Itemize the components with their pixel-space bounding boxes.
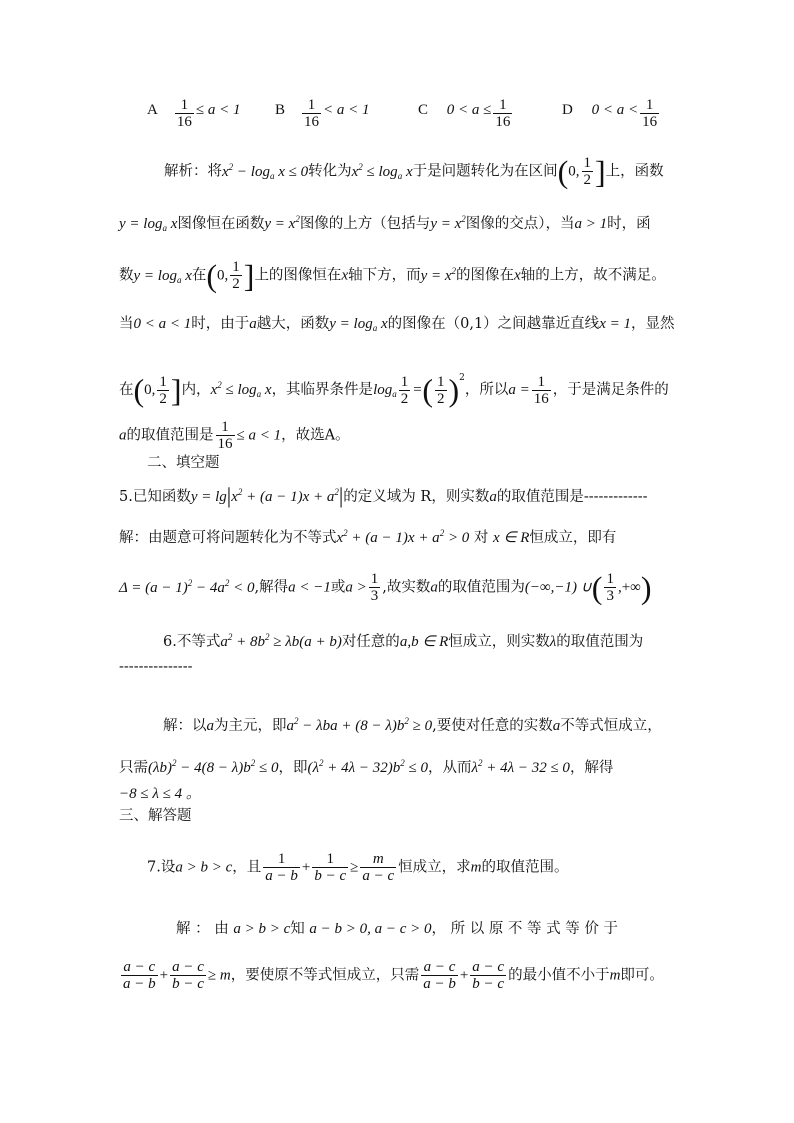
- section-2-heading: 二、填空题: [147, 455, 220, 471]
- analysis-line-6: a的取值范围是 $\frac{1}{16}$ ≤ a < 1，故选A。: [119, 419, 350, 452]
- q6-solution-1: 解：以a为主元，即$a^2 - \lambda ba + (8 - \lambda)b^2 \ge 0$,要使对任意的实数a不等式恒成立，: [163, 716, 662, 734]
- option-d: D 0 < a < $\frac{1}{16}$: [562, 97, 658, 130]
- analysis-line-4: 当0 < a < 1时，由于a越大，函数$y = \log_a x$的图像在（0,1）之间越靠近直线x = 1，显然: [119, 316, 675, 333]
- q6-statement: 6.不等式$a^2 + 8b^2 \ge \lambda b(a + b)$对任意的a,b ∈ R恒成立，则实数λ的取值范围为: [163, 632, 644, 650]
- option-b: B $\frac{1}{16}$ < a < 1: [275, 97, 370, 130]
- q7-solution-1: 解 ： 由 a > b > c知 a − b > 0, a − c > 0， 所 以 原 不 等 式 等 价 于: [176, 921, 618, 937]
- q6-dashes: ---------------: [119, 659, 193, 675]
- q5-solution-2: $\Delta = (a - 1)^2 - 4a^2 < 0$,解得a < −1或a > $\frac{1}{3}$ ,故实数a的取值范围为(−∞,−1) ∪( $\frac{1}{3}$ ,+∞): [119, 569, 652, 606]
- q6-solution-3: −8 ≤ λ ≤ 4 。: [119, 786, 201, 802]
- q6-solution-2: 只需$(\lambda b)^2 - 4(8 - \lambda)b^2 \le 0$，即$(\lambda^2 + 4\lambda - 32)b^2 \le 0$，从而$\lambda^2 + 4\lambda - 32 \le 0$，解得: [119, 758, 614, 776]
- q5-statement: 5.已知函数$y = \lg|x^2 + (a - 1)x + a^2|$的定义域为 R，则实数a的取值范围是-------------: [119, 483, 648, 508]
- q5-solution-1: 解：由题意可将问题转化为不等式$x^2 + (a - 1)x + a^2 > 0$ 对 x ∈ R恒成立，即有: [119, 528, 617, 546]
- option-a: A $\frac{1}{16}$ ≤ a < 1: [147, 97, 241, 130]
- analysis-line-1: 解析：将$x^2 - \log_a x \le 0$转化为$x^2 \le \log_a x$于是问题转化为在区间(0, $\frac{1}{2}$ ]上，函数: [164, 153, 664, 190]
- q7-statement: 7.设a > b > c，且 $\frac{1}{a - b}$ + $\frac{1}{b - c}$ ≥ $\frac{m}{a - c}$ 恒成立，求m的取值范围。: [147, 851, 569, 884]
- analysis-line-5: 在(0, $\frac{1}{2}$ ]内，$x^2 \le \log_a x$，其临界条件是$\log_a$ $\frac{1}{2}$ =( $\frac{1}{2}$ )$^2$，所以a = $\frac{1}{16}$ ，于是满足条件的: [119, 372, 669, 408]
- analysis-line-2: $y = \log_a x$图像恒在函数$y = x^2$图像的上方（包括与$y = x^2$图像的交点），当a > 1时，函: [119, 214, 651, 233]
- analysis-line-3: 数$y = \log_a x$在(0, $\frac{1}{2}$ ]上的图像恒在x轴下方，而$y = x^2$的图像在x轴的上方，故不满足。: [119, 257, 666, 294]
- q7-solution-2: $\frac{a - c}{a - b}$ + $\frac{a - c}{b - c}$ ≥ m，要使原不等式恒成立，只需 $\frac{a - c}{a - b}$ + $\frac{a - c}{b - c}$ 的最小值不小于m即可。: [123, 959, 664, 992]
- section-3-heading: 三、解答题: [119, 808, 192, 824]
- option-c: C 0 < a ≤ $\frac{1}{16}$: [418, 97, 511, 130]
